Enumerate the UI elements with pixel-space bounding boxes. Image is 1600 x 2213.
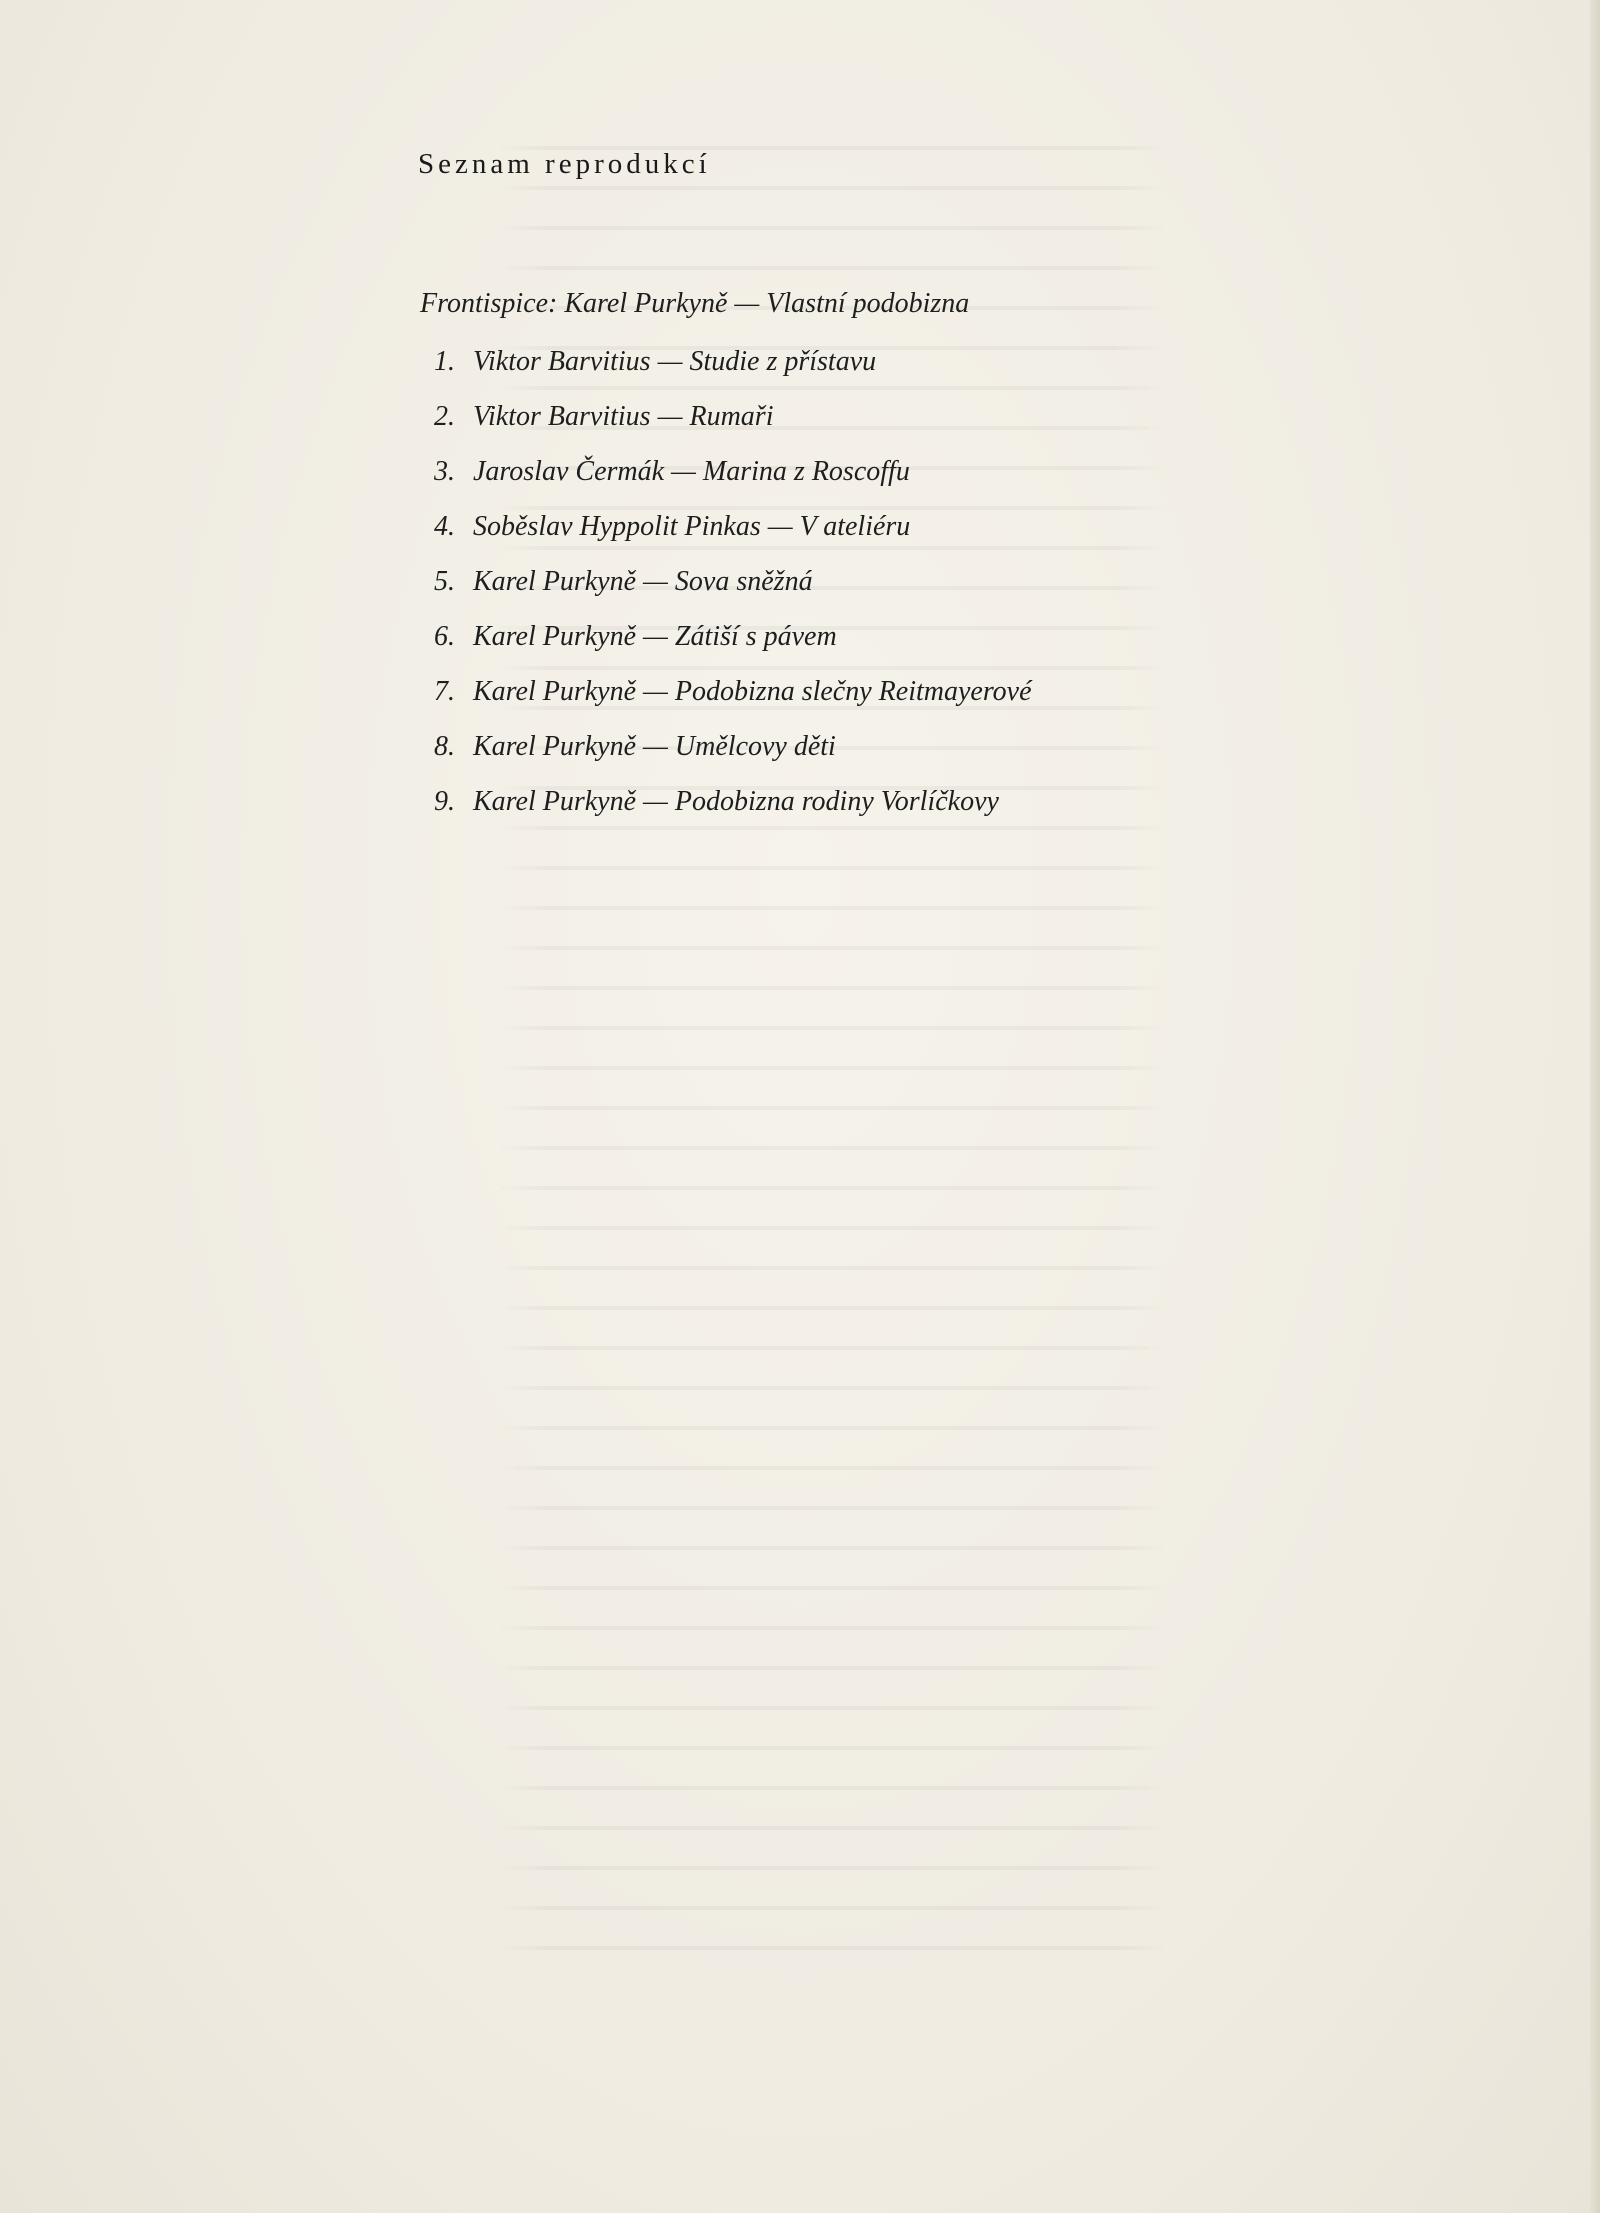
show-through-text	[100, 120, 1340, 1980]
list-item-number: 8.	[434, 731, 455, 762]
list-item	[434, 511, 910, 543]
list-item	[434, 676, 1032, 708]
page-title: Seznam reprodukcí	[418, 148, 711, 180]
list-item-number: 4.	[434, 511, 455, 542]
frontispiece-entry: Frontispice: Karel Purkyně — Vlastní podobizna	[420, 288, 970, 319]
list-item-number: 3.	[434, 456, 455, 487]
list-item-text: Jaroslav Čermák — Marina z Roscoffu	[473, 456, 910, 487]
list-item	[434, 621, 837, 653]
list-item-text: Karel Purkyně — Podobizna slečny Reitmayerové	[473, 676, 1032, 707]
list-item-number: 7.	[434, 676, 455, 707]
list-item-text: Karel Purkyně — Umělcovy děti	[473, 731, 836, 762]
list-item	[434, 346, 876, 378]
list-item-number: 2.	[434, 401, 455, 432]
list-item-text: Karel Purkyně — Zátiší s pávem	[473, 621, 837, 652]
list-item-text: Karel Purkyně — Sova sněžná	[473, 566, 813, 597]
list-item-text: Karel Purkyně — Podobizna rodiny Vorlíčkovy	[473, 786, 999, 817]
list-item-text: Viktor Barvitius — Rumaři	[473, 401, 774, 432]
list-item-text: Soběslav Hyppolit Pinkas — V ateliéru	[473, 511, 911, 542]
list-item	[434, 401, 773, 433]
list-item	[434, 456, 910, 488]
list-item-number: 9.	[434, 786, 455, 817]
page-edge	[1590, 0, 1600, 2213]
list-item-text: Viktor Barvitius — Studie z přístavu	[473, 346, 877, 377]
list-item-number: 6.	[434, 621, 455, 652]
list-item-number: 1.	[434, 346, 455, 377]
list-item	[434, 786, 999, 818]
list-item	[434, 731, 836, 763]
list-item-number: 5.	[434, 566, 455, 597]
list-item	[434, 566, 813, 598]
